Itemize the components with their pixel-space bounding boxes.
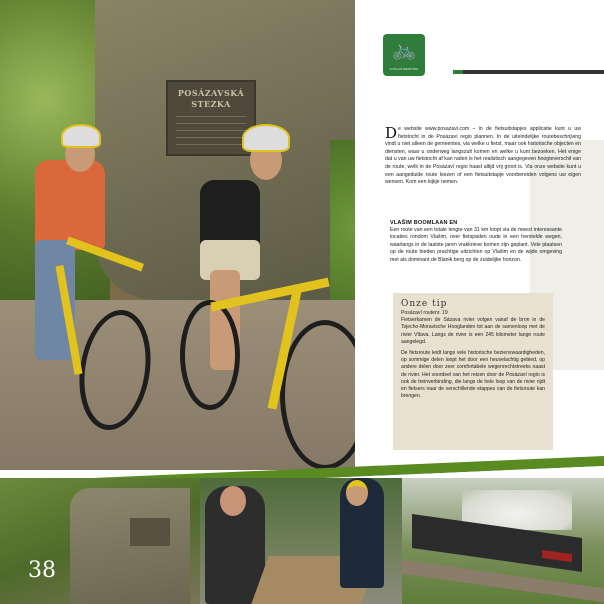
tip-title: Onze tip	[401, 299, 448, 309]
intro-text: e website www.posazavi.com – in de fietsuitstapjes applicatie kunt u uw fietstocht in de Posázaví regio plannen. In de uiteindelijke routebeschrijving vindt u niet alleen de gemeentes, via welke u fietst, maar ook historische objecten en diensten, waar u onderweg langszult komen en welke u kunt bezoeken. Het enige dat u van uw fietstocht af kan raden is het realistisch aangegeven hoogteverschil van de route, welk in de Posázaví regio haast altijd vrij groot is. Via onze website kunt u een aangeduide route kiezen of een fietsuitstapje voorbereiden volgens uw eigen wensen. Kom een kijkje nemen.	[385, 126, 581, 186]
tip-paragraph-2: De fietsroute leidt langs vele historische bezienswaardigheden, op sommige delen loopt het door een heuvelachtig gebied, op andere delen door zeer comfortabele wegenrechtstreeks naast de rivier. Het voordeel van het reizen door de Posázaví regio is ook de treinverbinding, die langs de hele loop van de rivier rijdt en fietsers naar de verschillende etappes van de fietsroute kan brengen.	[401, 350, 545, 400]
bottom-photo-strip	[0, 478, 604, 604]
tip-route: Posázaví routenr. 19	[401, 310, 448, 316]
intro-paragraph	[385, 126, 581, 187]
drop-cap: D	[385, 124, 398, 142]
male-cyclist	[25, 120, 155, 440]
photo-cyclists-rest	[200, 478, 402, 604]
sign-line-2: STEZKA	[191, 99, 231, 109]
female-cyclist	[180, 120, 380, 470]
tip-paragraph-1: Fietserkamen de Sázava rivier volgen vanaf de bron in de Tsjecho-Moravische Hooglanden tot aan de samenloop met de rivier Vltava. Langs de rivier is een 245 kilometer lange route aangelegd.	[401, 317, 545, 345]
logo-caption: CYKLOTURISTIKA	[389, 67, 419, 71]
trail-sign-small	[130, 518, 170, 546]
tip-box	[393, 293, 553, 450]
route-description: Een route van een totale lengte van 31 km loopt via de meest interessante locaties rondom Vlašim, over fietspaden oude in een herstelde wegen, waarlangs in de laatste jaren vrakkrieve bomen zijn geplant. Vele plaatsen op de route bieden prachtige uitzichten op Vlašim en de wijde omgeving met als dominant de Blanik berg op de zuidelijke horizon.	[390, 227, 562, 263]
sign-line-1: POSÁZAVSKÁ	[177, 88, 245, 98]
photo-steam-train	[402, 478, 604, 604]
photo-rock-trail	[0, 478, 200, 604]
cycling-logo	[383, 34, 425, 76]
header-rule	[453, 70, 604, 74]
route-heading: VLAŠIM BOOMLAAN EN	[390, 220, 458, 226]
bicycle-icon: 🚲	[391, 39, 417, 61]
page-number: 38	[28, 558, 56, 583]
